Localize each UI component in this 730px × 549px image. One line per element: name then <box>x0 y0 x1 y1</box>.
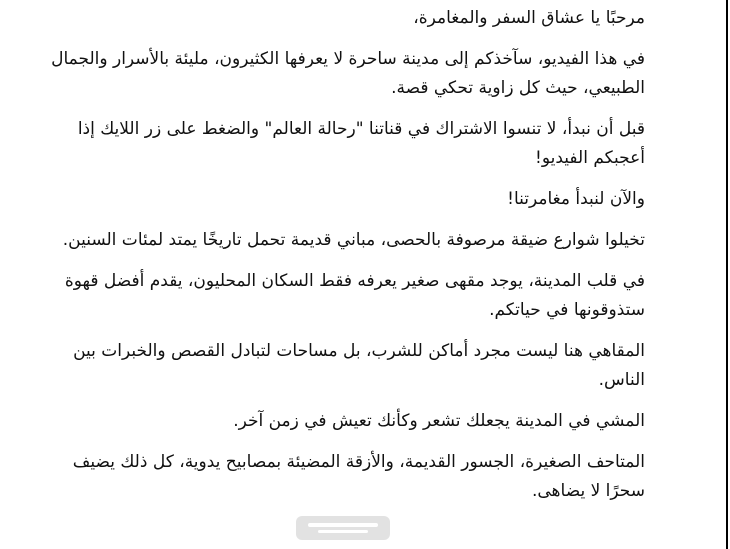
paragraph-greeting: مرحبًا يا عشاق السفر والمغامرة، <box>413 8 645 28</box>
page-right-border <box>726 0 728 549</box>
paragraph-walking: المشي في المدينة يجعلك تشعر وكأنك تعيش في زمن آخر. <box>233 411 645 431</box>
paragraph-cafe: في قلب المدينة، يوجد مقهى صغير يعرفه فقط السكان المحليون، يقدم أفضل قهوة ستذوقونها في حياتكم. <box>64 271 645 320</box>
paragraph-subscribe: قبل أن نبدأ، لا تنسوا الاشتراك في قناتنا "رحالة العالم" والضغط على زر اللايك إذا أعجبكم الفيديو! <box>77 119 645 168</box>
paragraph-streets: تخيلوا شوارع ضيقة مرصوفة بالحصى، مباني قديمة تحمل تاريخًا يمتد لمئات السنين. <box>62 230 645 250</box>
watermark-logo <box>288 510 398 546</box>
document-body <box>40 4 645 518</box>
paragraph-start: والآن لنبدأ مغامرتنا! <box>507 189 645 209</box>
paragraph-museums: المتاحف الصغيرة، الجسور القديمة، والأزقة المضيئة بمصابيح يدوية، كل ذلك يضيف سحرًا لا يضاهى. <box>72 452 645 501</box>
paragraph-intro: في هذا الفيديو، سآخذكم إلى مدينة ساحرة لا يعرفها الكثيرون، مليئة بالأسرار والجمال الطبيعي، حيث كل زاوية تحكي قصة. <box>51 49 645 98</box>
paragraph-cafes-meaning: المقاهي هنا ليست مجرد أماكن للشرب، بل مساحات لتبادل القصص والخبرات بين الناس. <box>73 341 645 390</box>
